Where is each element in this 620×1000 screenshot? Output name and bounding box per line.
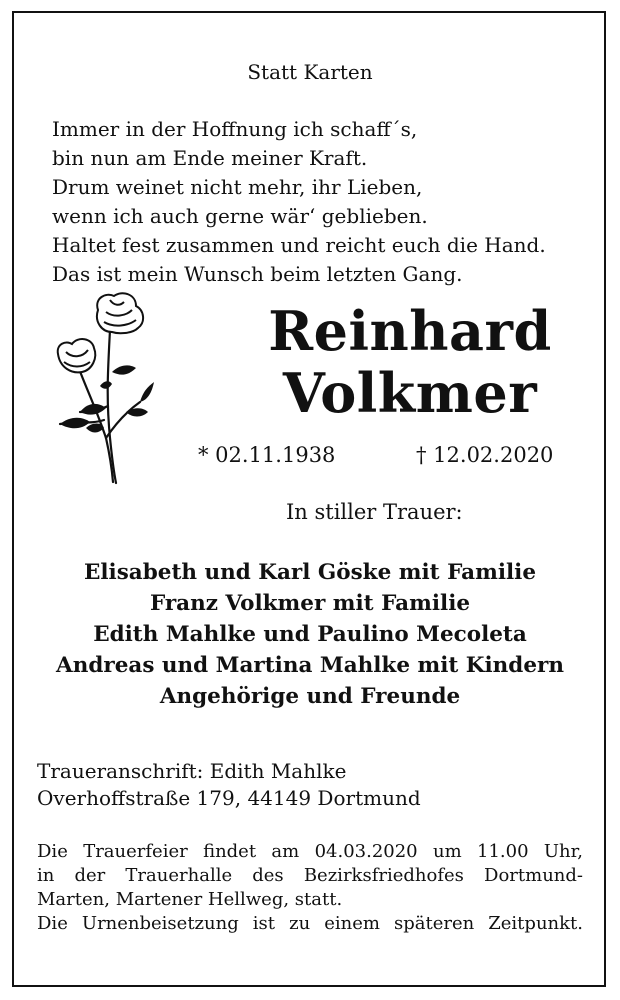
first-name: Reinhard [268,299,552,363]
family-line: Andreas und Martina Mahlke mit Kindern [56,653,564,678]
poem-line: bin nun am Ende meiner Kraft. [52,146,368,170]
deceased-name [200,300,620,424]
ceremony-line: in der Trauerhalle des Bezirksfriedhofes Dortmund- [37,865,583,886]
family-line: Angehörige und Freunde [159,684,461,709]
ceremony-line: Marten, Martener Hellweg, statt. [37,889,343,910]
ceremony-line: Die Urnenbeisetzung ist zu einem späteren Zeitpunkt. [37,913,583,934]
death-date: † 12.02.2020 [416,443,554,467]
poem-line: Immer in der Hoffnung ich schaff´s, [52,117,418,141]
header-text: Statt Karten [247,60,373,84]
birth-date: * 02.11.1938 [198,443,336,467]
mourning-intro: In stiller Trauer: [286,500,463,524]
poem-line: Das ist mein Wunsch beim letzten Gang. [52,262,463,286]
ceremony-line: Die Trauerfeier findet am 04.03.2020 um 11.00 Uhr, [37,841,583,862]
poem-line: Haltet fest zusammen und reicht euch die Hand. [52,233,546,257]
family-line: Elisabeth und Karl Göske mit Familie [83,560,537,585]
rose-icon [40,288,155,488]
poem-line: wenn ich auch gerne wär‘ geblieben. [52,204,428,228]
poem [52,115,546,289]
address-line: Overhoffstraße 179, 44149 Dortmund [37,786,421,810]
mourning-address [37,758,421,812]
ceremony-info [37,840,583,936]
family-line: Edith Mahlke und Paulino Mecoleta [93,622,527,647]
last-name: Volkmer [282,361,538,425]
poem-line: Drum weinet nicht mehr, ihr Lieben, [52,175,423,199]
address-line: Traueranschrift: Edith Mahlke [37,759,347,783]
family-list [0,557,620,712]
family-line: Franz Volkmer mit Familie [149,591,471,616]
